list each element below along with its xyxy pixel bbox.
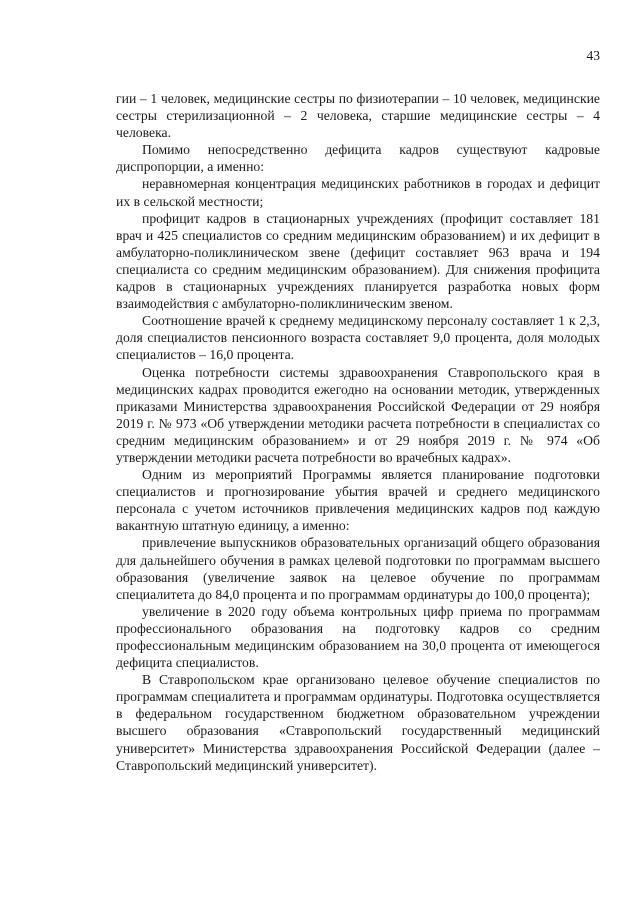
document-body (116, 90, 600, 774)
paragraph-2: Помимо непосредственно дефицита кадров существуют кадровые диспропорции, а именно: (116, 142, 600, 175)
page-number: 43 (586, 48, 600, 63)
paragraph-9: увеличение в 2020 году объема контрольных цифр приема по программам профессионального образования на подготовку кадров со средним профессиональным медицинским образованием на 30,0 процента от имеющегося дефицита специалистов. (116, 603, 600, 671)
paragraph-6: Оценка потребности системы здравоохранения Ставропольского края в медицинских кадрах проводится ежегодно на основании методик, утвержденных приказами Министерства здравоохранения Российской Федерации от 29 ноября 2019 г. № 973 «Об утверждении методики расчета потребности в специалистах со средним медицинским образованием» и от 29 ноября 2019 г. № 974 «Об утверждении методики расчета потребности во врачебных кадрах». (116, 364, 600, 465)
paragraph-3: неравномерная концентрация медицинских работников в городах и дефицит их в сельской местности; (116, 176, 600, 209)
paragraph-10: В Ставропольском крае организовано целевое обучение специалистов по программам специалитета и программам ординатуры. Подготовка осуществляется в федеральном государственном бюджетном образовательном учреждении высшего образования «Ставропольский государственный медицинский университет» Министерства здравоохранения Российской Федерации (далее – Ставропольский медицинский университет). (116, 672, 600, 773)
paragraph-5: Соотношение врачей к среднему медицинскому персоналу составляет 1 к 2,3, доля специалистов пенсионного возраста составляет 9,0 процента, доля молодых специалистов – 16,0 процента. (116, 313, 600, 363)
paragraph-8: привлечение выпускников образовательных организаций общего образования для дальнейшего обучения в рамках целевой подготовки по программам высшего образования (увеличение заявок на целевое обучение по программам специалитета до 84,0 процента и по программам ординатуры до 100,0 процента); (116, 535, 600, 602)
paragraph-4: профицит кадров в стационарных учреждениях (профицит составляет 181 врач и 425 специалистов со средним медицинским образованием) и их дефицит в амбулаторно-поликлиническом звене (дефицит составляет 963 врача и 194 специалиста со средним медицинским образованием). Для снижения профицита кадров в стационарных учреждениях планируется разработка новых форм взаимодействия с амбулаторно-поликлиническим звеном. (116, 210, 600, 312)
paragraph-7: Одним из мероприятий Программы является планирование подготовки специалистов и прогнозирование убытия врачей и среднего медицинского персонала с учетом источников привлечения медицинских кадров под каждую вакантную штатную единицу, а именно: (116, 467, 600, 534)
paragraph-1: гии – 1 человек, медицинские сестры по физиотерапии – 10 человек, медицинские сестры стерилизационной – 2 человека, старшие медицинские сестры – 4 человека. (116, 91, 600, 141)
